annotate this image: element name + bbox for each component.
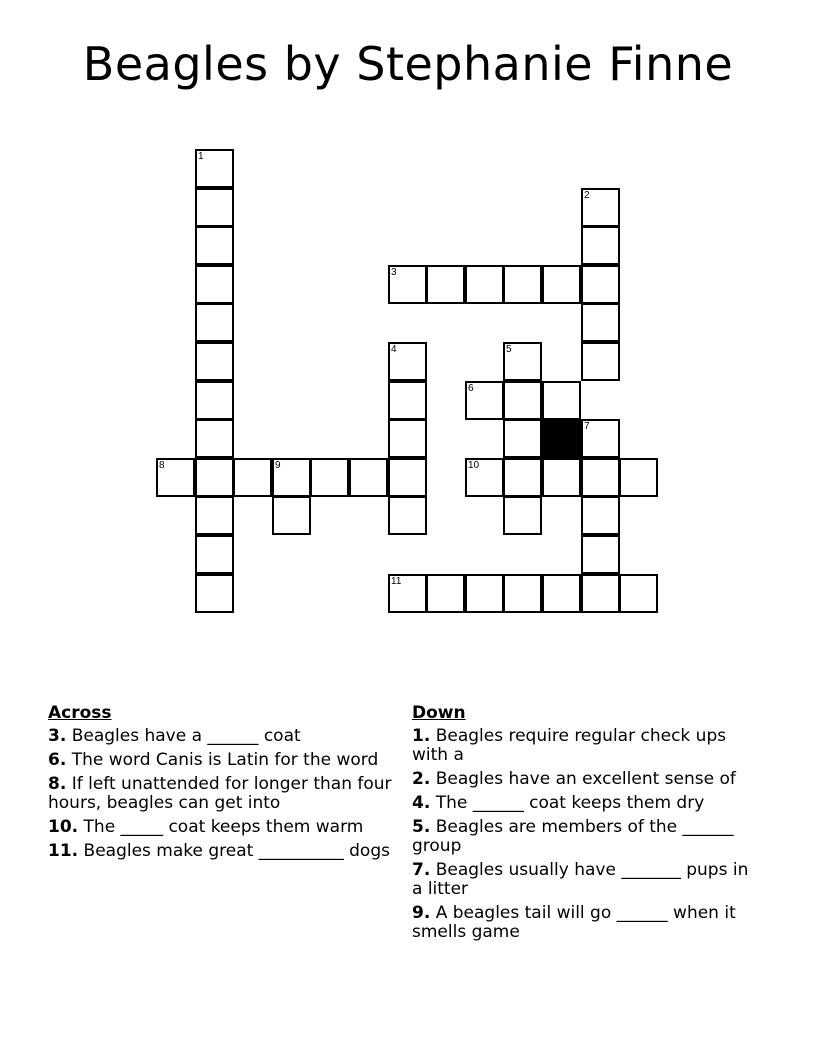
clue-item-number: 2. [412,769,431,789]
crossword-cell[interactable] [195,458,234,497]
crossword-cell[interactable] [195,419,234,458]
clue-item-text: Beagles require regular check ups with a [412,726,727,765]
clue-item-text: Beagles are members of the ______ group [412,817,734,856]
crossword-cell[interactable] [195,535,234,574]
clue-item-text: A beagles tail will go ______ when it smells game [412,903,736,942]
clue-item [48,842,393,861]
crossword-cell[interactable] [581,342,620,381]
crossword-cell[interactable] [503,381,542,420]
crossword-cell[interactable] [503,496,542,535]
crossword-cell[interactable] [426,574,465,613]
clue-item [48,751,393,770]
crossword-cell[interactable] [272,496,311,535]
crossword-cell[interactable] [542,265,581,304]
crossword-cell[interactable] [542,458,581,497]
crossword-cell[interactable] [503,458,542,497]
down-heading: Down [412,703,466,723]
crossword-cell[interactable] [195,226,234,265]
crossword-cell[interactable] [195,188,234,227]
crossword-cell[interactable] [388,496,427,535]
clue-item-number: 9. [412,903,431,923]
crossword-cell[interactable] [465,458,504,497]
crossword-cell[interactable] [581,226,620,265]
clue-item [412,727,757,765]
crossword-cell[interactable] [388,381,427,420]
clue-item-number: 10. [48,817,79,837]
clue-item-text: Beagles usually have _______ pups in a litter [412,860,749,899]
crossword-cell[interactable] [581,188,620,227]
crossword-cell[interactable] [195,265,234,304]
crossword-cell[interactable] [388,342,427,381]
across-heading: Across [48,703,112,723]
clue-number: 1 [198,151,204,162]
page-title: Beagles by Stephanie Finne [82,37,734,91]
crossword-cell[interactable] [465,381,504,420]
crossword-cell[interactable] [195,149,234,188]
crossword-cell[interactable] [581,419,620,458]
clue-item [412,861,757,899]
down-clue-list [412,727,757,942]
clue-item-number: 5. [412,817,431,837]
crossword-cell[interactable] [156,458,195,497]
crossword-cell[interactable] [195,342,234,381]
crossword-cell[interactable] [465,265,504,304]
crossword-cell[interactable] [581,458,620,497]
crossword-cell[interactable] [619,458,658,497]
crossword-cell[interactable] [581,265,620,304]
clue-item-number: 7. [412,860,431,880]
crossword-block-cell [542,419,581,458]
crossword-cell[interactable] [503,419,542,458]
crossword-cell[interactable] [388,265,427,304]
crossword-cell[interactable] [542,381,581,420]
crossword-cell[interactable] [195,496,234,535]
crossword-cell[interactable] [619,574,658,613]
crossword-cell[interactable] [581,496,620,535]
clue-number: 8 [159,460,165,471]
clue-number: 3 [391,267,397,278]
clue-number: 7 [584,421,590,432]
clue-item-text: Beagles have an excellent sense of [435,769,736,789]
clue-number: 6 [468,383,474,394]
crossword-cell[interactable] [349,458,388,497]
clue-number: 2 [584,190,590,201]
clue-item-text: Beagles make great __________ dogs [83,841,390,861]
clue-item-text: If left unattended for longer than four hours, beagles can get into [48,774,392,813]
clue-item [412,794,757,813]
clue-item [48,775,393,813]
clue-item-text: Beagles have a ______ coat [71,726,301,746]
clue-item [412,770,757,789]
clue-item [412,818,757,856]
clue-item-number: 1. [412,726,431,746]
clue-number: 9 [275,460,281,471]
crossword-cell[interactable] [503,342,542,381]
crossword-cell[interactable] [581,574,620,613]
crossword-cell[interactable] [195,303,234,342]
crossword-cell[interactable] [465,574,504,613]
crossword-cell[interactable] [195,381,234,420]
clue-number: 4 [391,344,397,355]
crossword-cell[interactable] [426,265,465,304]
crossword-cell[interactable] [233,458,272,497]
crossword-cell[interactable] [195,574,234,613]
crossword-cell[interactable] [272,458,311,497]
across-clues [48,704,393,866]
clue-item-number: 4. [412,793,431,813]
clue-item-number: 11. [48,841,79,861]
crossword-cell[interactable] [503,574,542,613]
clue-item [48,727,393,746]
clue-item [48,818,393,837]
crossword-cell[interactable] [581,303,620,342]
clue-item-number: 3. [48,726,67,746]
clue-number: 5 [506,344,512,355]
clue-item [412,904,757,942]
crossword-cell[interactable] [503,265,542,304]
crossword-cell[interactable] [542,574,581,613]
across-clue-list [48,727,393,861]
crossword-cell[interactable] [388,419,427,458]
clue-item-number: 8. [48,774,67,794]
clue-item-text: The ______ coat keeps them dry [435,793,705,813]
clue-number: 11 [391,576,402,587]
crossword-cell[interactable] [310,458,349,497]
clue-number: 10 [468,460,480,471]
down-clues [412,704,757,947]
clue-item-text: The _____ coat keeps them warm [83,817,364,837]
crossword-cell[interactable] [388,574,427,613]
clue-item-number: 6. [48,750,67,770]
crossword-cell[interactable] [581,535,620,574]
crossword-cell[interactable] [388,458,427,497]
clue-item-text: The word Canis is Latin for the word [71,750,379,770]
